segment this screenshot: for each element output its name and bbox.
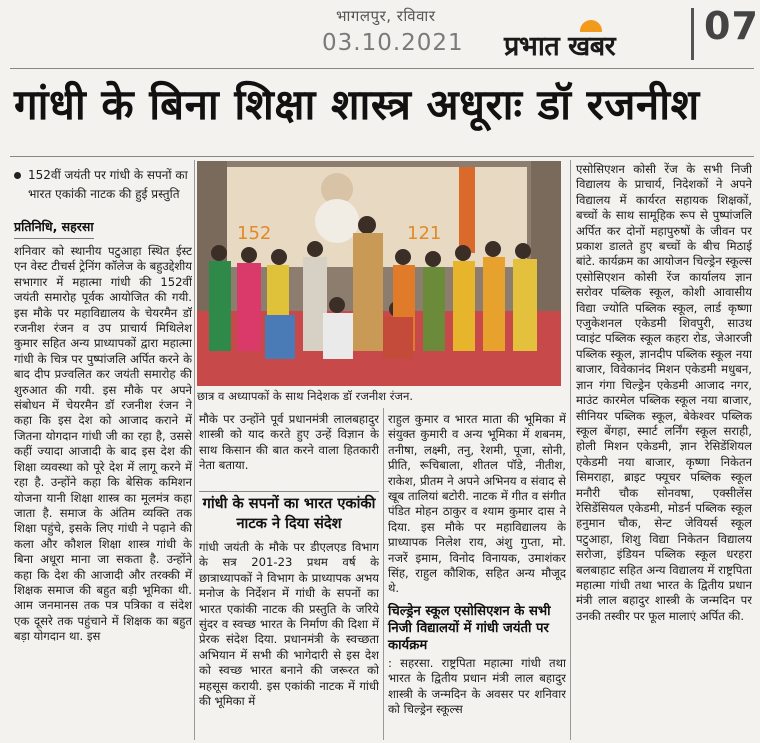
masthead-divider	[691, 8, 694, 60]
column-2-text-bottom: गांधी जयंती के मौके पर डीएलएड विभाग के सत्र 201-23 प्रथम वर्ष के छात्राध्यापकों ने विभाग के प्राध्यापक अभय मनोज के निर्देशन में गांधी के सपनों का भारत एकांकी नाटक की प्रस्तुति के जरिये सुंदर व स्वच्छ भारत के निर्माण की दिशा में प्रेरक संदेश दिया. प्रधानमंत्री के स्वच्छता अभियान में सभी की भागेदारी से इस देश को स्वच्छ भारत बनाने की जरूरत को महसूस करायी. इस एकांकी नाटक में गांधी की भूमिका में	[199, 540, 379, 709]
column-2-text-top: मौके पर उन्होंने पूर्व प्रधानमंत्री लालबहादुर शास्त्री को याद करते हुए उन्हें विज्ञान के साथ किसान की बात करने वाला हितकारी नेता बताया.	[199, 412, 379, 473]
headline-rule	[10, 156, 754, 157]
headline: गांधी के बिना शिक्षा शास्त्र अधूराः डॉ रजनीश	[14, 80, 700, 129]
highlight-bullet	[14, 166, 208, 204]
event-photo-drawing	[197, 161, 561, 386]
column-1-text: शनिवार को स्थानीय पटुआहा स्थित ईस्ट एन वेस्ट टीचर्स ट्रेनिंग कॉलेज के बहुउद्देशीय सभागार में महात्मा गांधी की 152वीं जयंती समारोह पूर्वक आयोजित की गयी. इस मौके पर महाविद्यालय के चेयरमैन डॉ रजनीश रंजन व उप प्राचार्य मिथिलेश कुमार सहित अन्य प्राध्यापकों द्वारा महात्मा गांधी के चित्र पर पुष्पांजलि अर्पित करने के बाद दीप प्रज्वलित कर जयंती समारोह की शुरुआत की गयी. इस मौके पर अपने संबोधन में चेयरमैन डॉ रजनीश रंजन ने कहा कि इस देश को आजाद कराने में जितना योगदान गांधी जी का रहा है, उससे कहीं ज्यादा आजादी के बाद इस देश की शिक्षा व्यवस्था को पूरे देश में लागू करने में रहा है. उन्होंने कहा कि बेसिक कमिशन योजना यानी शिक्षा शास्त्र का मूलमंत्र कहा जाता है. समाज के अंतिम व्यक्ति तक शिक्षा पहुंचे, इसके लिए गांधी ने पढ़ाने की कला और कौशल शिक्षा शास्त्र गांधी के बिना अधूरा माना जा सकता है. उन्होंने कहा कि देश की आजादी और तरक्की में शिक्षक समाज की बहुत बड़ी भूमिका थी. आम जनमानस तक पत्र पत्रिका व संदेश एक दूसरे तक पहुंचाने में शिक्षक का बहुत बड़ा योगदान था. इस	[14, 244, 192, 644]
photo-banner-text-right: 121	[407, 223, 442, 244]
column-rule-1	[194, 160, 195, 740]
subhead-rule	[199, 491, 379, 492]
logo-text: प्रभात खबर	[504, 31, 616, 62]
newspaper-logo	[496, 20, 672, 62]
masthead-city-day: भागलपुर, रविवार	[336, 7, 436, 25]
column-rule-2	[383, 408, 384, 740]
photo-banner-text-left: 152	[237, 223, 272, 244]
byline: प्रतिनिधि, सहरसा	[14, 218, 94, 239]
column-rule-3	[570, 160, 571, 740]
masthead-date: 03.10.2021	[322, 30, 464, 56]
highlight-text: 152वीं जयंती पर गांधी के सपनों का भारत एकांकी नाटक की हुई प्रस्तुति	[28, 168, 188, 201]
photo-caption: छात्र व अध्यापकों के साथ निदेशक डॉ रजनीश रंजन.	[197, 389, 414, 403]
masthead-rule	[10, 68, 754, 69]
bullet-dot-icon	[14, 172, 21, 179]
event-photo	[197, 161, 561, 386]
page-number: 07	[704, 4, 759, 48]
column-3-subhead: चिल्ड्रेन स्कूल एसोसिएशन के सभी निजी विद्यालयों में गांधी जयंती पर कार्यक्रम	[388, 604, 551, 653]
column-3-text-top: राहुल कुमार व भारत माता की भूमिका में संयुक्त कुमारी व अन्य भूमिका में शबनम, तनीषा, लक्ष्मी, तनु, रेशमी, पूजा, सोनी, प्रीति, रूचिबाला, शीतल पॉडे, नीतीश, राकेश, प्रीतम ने अपने अभिनय व संवाद से खूब तालियां बटोरी. नाटक में गीत व संगीत पंडित मोहन ठाकुर व श्याम कुमार दास ने दिया. इस मौके पर महाविद्यालय के प्राध्यापक निलेश राय, अंशु गुप्ता, मो. नजरें इमाम, विनोद विनायक, उमाशंकर सिंह, राहुल कौशिक, सहित अन्य मौजूद थे.	[388, 412, 566, 596]
column-3-text-bottom: : सहरसा. राष्ट्रपिता महात्मा गांधी तथा भारत के द्वितीय प्रधान मंत्री लाल बहादुर शास्त्री के जन्मदिन के अवसर पर शनिवार को चिल्ड्रेन स्कूल्स	[388, 656, 566, 717]
column-2-subhead: गांधी के सपनों का भारत एकांकी नाटक ने दिया संदेश	[202, 495, 376, 532]
column-4-text: एसोसिएशन कोसी रेंज के सभी निजी विद्यालय के प्राचार्य, निदेशकों ने अपने विद्यालय में कार्यरत सहायक शिक्षकों, बच्चों के साथ सामूहिक रूप से पुष्पांजलि अर्पित कर दोनों महापुरुषों के जीवन पर प्रकाश डालते हुए बच्चों के बीच मिठाई बांटे. कार्यक्रम का आयोजन चिल्ड्रेन स्कूल्स एसोसिएशन कोसी रेंज कार्यालय ज्ञान सरोवर पब्लिक स्कूल, कोशी आवासीय विद्या ज्योति पब्लिक स्कूल, लार्ड कृष्णा एजुकेशनल एकेडमी शिवपुरी, साउथ प्वाइंट पब्लिक स्कूल कहरा रोड, जेआरजी पब्लिक स्कूल, ज्ञानदीप पब्लिक स्कूल नया बाजार, विवेकानंद मिशन एकेडमी मधुबन, ज्ञान गंगा चिल्ड्रेन एकेडमी आजाद नगर, माउंट कारमेल पब्लिक स्कूल नया बाजार, सीनियर पब्लिक स्कूल, बेकेश्वर पब्लिक स्कूल बेंगहा, स्मार्ट लर्निंग स्कूल सराही, होली मिशन एकेडमी, ज्ञान रेसिडेंशियल एकेडमी नया बाजार, कृष्णा निकेतन सिमराहा, ब्राइट फ्यूचर पब्लिक स्कूल मनौरी चौक सोनवषा, एक्सीलेंस रेसिडेंसियल एकेडमी, मोडर्न पब्लिक स्कूल हनुमान चौक, सेन्ट जेवियर्स स्कूल पटुआहा, शिशु विद्या निकेतन विद्यालय सरोजा, इंडियन पब्लिक स्कूल धरहरा बलबाहाट सहित अन्य विद्यालय में राष्ट्रपिता महात्मा गांधी तथा भारत के द्वितीय प्रधान मंत्री लाल बहादुर शास्त्री के जन्मदिन पर उनकी तस्वीर पर फूल मालाएं अर्पित की.	[576, 162, 752, 623]
